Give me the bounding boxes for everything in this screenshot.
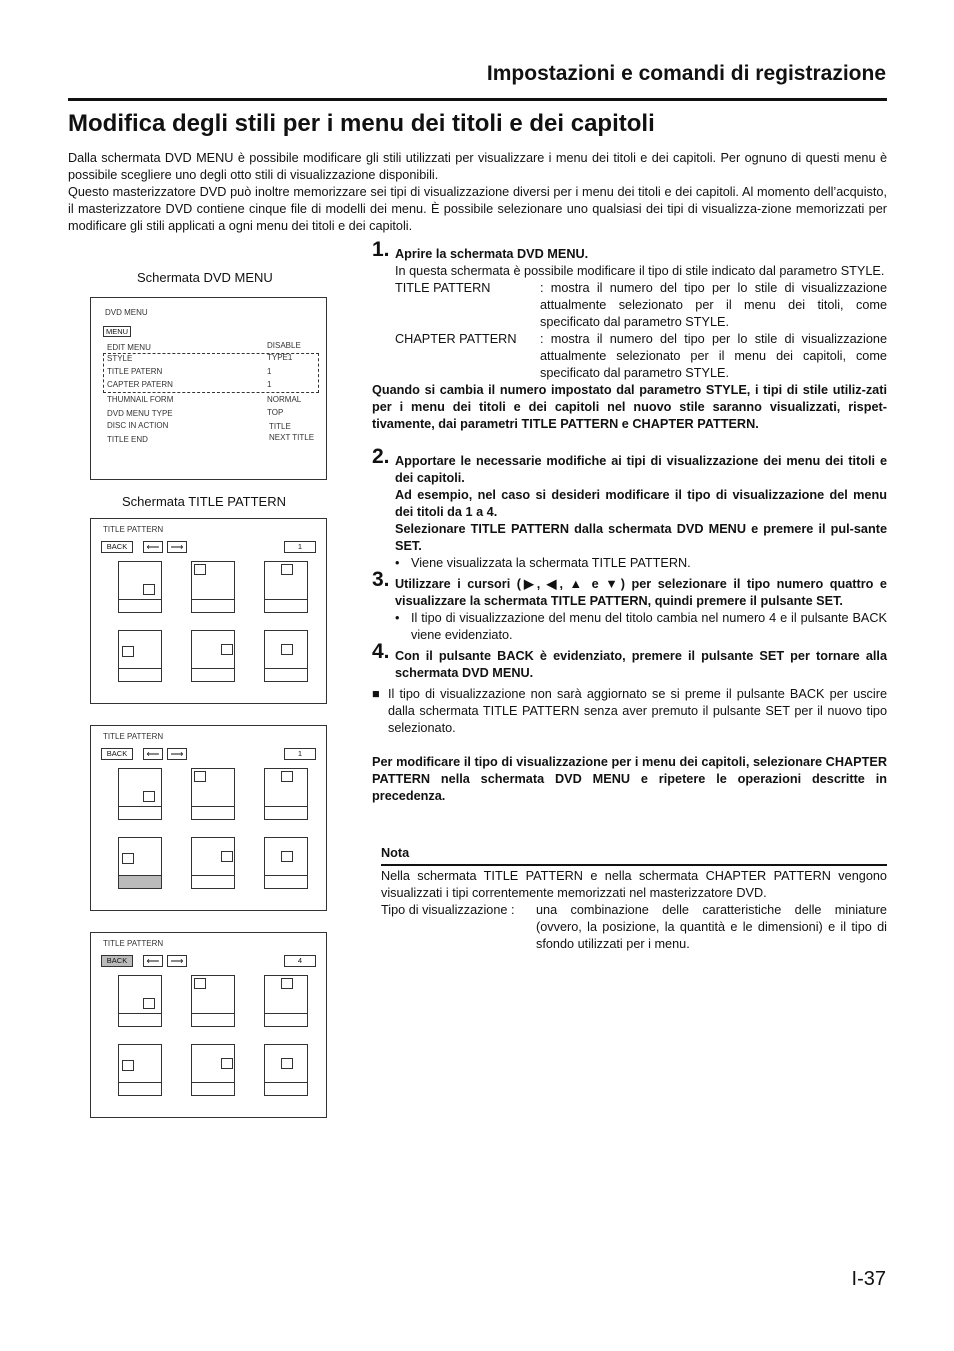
instructions [372, 238, 887, 805]
note-box [381, 845, 887, 953]
page-title: Modifica degli stili per i menu dei titoli e dei capitoli [68, 110, 655, 137]
back-button-highlighted: BACK [101, 955, 133, 967]
pattern-thumbnail [191, 1044, 235, 1096]
title-pattern-screen-1 [90, 518, 327, 704]
pattern-thumbnail [191, 561, 235, 613]
step-heading: Apportare le necessarie modifiche ai tipi di visualizzazione dei menu dei titoli e dei capitoli. [395, 454, 887, 485]
pattern-thumbnail [264, 630, 308, 682]
menu-row-label: EDIT MENU [107, 343, 151, 352]
menu-row-value: NEXT TITLE [269, 433, 315, 442]
menu-row-value: TYPE1 [267, 353, 293, 362]
pattern-thumbnail [264, 837, 308, 889]
definition-chapter-pattern [395, 331, 887, 382]
step-bullet: • Viene visualizzata la schermata TITLE PATTERN. [395, 556, 691, 570]
step-4 [372, 640, 887, 682]
menu-row-value: 1 [267, 380, 272, 389]
definition-desc: : mostra il numero del tipo per lo stile di visualizzazione attualmente selezionato per il menu dei capitoli, come specificato dal parametro STYLE. [540, 332, 887, 380]
step-text: Selezionare TITLE PATTERN dalla schermata DVD MENU e premere il pul-sante SET. [395, 522, 887, 553]
pattern-thumbnail [118, 561, 162, 613]
pattern-thumbnail [264, 975, 308, 1027]
dvd-menu-screen [90, 297, 327, 480]
pattern-thumbnail [191, 837, 235, 889]
section-title: Impostazioni e comandi di registrazione [486, 62, 886, 85]
pattern-thumbnail-selected [118, 837, 162, 889]
definition-title-pattern [395, 280, 887, 331]
pattern-number: 1 [284, 748, 316, 760]
style-bold-note: Quando si cambia il numero impostato dal parametro STYLE, i tipi di stile utiliz-zati per i menu dei titoli e dei capitoli nel nuovo stile saranno visualizzati, rispet-tivamente, dai parametri TITLE PATTERN e CHAPTER PATTERN. [372, 383, 887, 431]
step-heading: Con il pulsante BACK è evidenziato, premere il pulsante SET per tornare alla schermata DVD MENU. [395, 649, 887, 680]
pattern-thumbnail [191, 975, 235, 1027]
menu-row-label: TITLE PATERN [107, 367, 163, 376]
pattern-thumbnail [118, 630, 162, 682]
step-text: Ad esempio, nel caso si desideri modificare il tipo di visualizzazione del menu dei titoli da 1 a 4. [395, 488, 887, 519]
menu-row-label: TITLE END [107, 435, 148, 444]
menu-row-label: DISC IN ACTION [107, 421, 169, 430]
pattern-thumbnail [264, 1044, 308, 1096]
title-pattern-screen-2 [90, 725, 327, 911]
pattern-number: 1 [284, 541, 316, 553]
intro-paragraph: Questo masterizzatore DVD può inoltre memorizzare sei tipi di visualizzazione diversi per i menu dei titoli e dei capitoli. Al momento dell’acquisto, il masterizzatore DVD contiene cinque file di modelli dei menu. È possibile selezionare uno qualsiasi dei tipi di visualizza-zione memorizzati per modificare gli stili applicati a ogni menu dei titoli e dei capitoli. [68, 185, 887, 233]
definition-term: CHAPTER PATTERN [395, 332, 517, 346]
menu-row-value: DISABLE [267, 341, 301, 350]
pattern-thumbnail [264, 768, 308, 820]
title-pattern-caption: Schermata TITLE PATTERN [122, 494, 286, 509]
back-button: BACK [101, 541, 133, 553]
note-definition [381, 902, 887, 953]
note-text: Nella schermata TITLE PATTERN e nella schermata CHAPTER PATTERN vengono visualizzati i tipi correntemente memorizzati nel masterizzatore DVD. [381, 869, 887, 900]
menu-row-value: NORMAL [267, 395, 302, 404]
pattern-thumbnail [118, 1044, 162, 1096]
intro-paragraph: Dalla schermata DVD MENU è possibile modificare gli stili utilizzati per visualizzare i menu dei titoli e dei capitoli. Per ognuno di questi menu è possibile scegliere uno degli otto stili di visualizzazione disponibili. [68, 151, 887, 182]
menu-row-value: TOP [267, 408, 284, 417]
step-text: In questa schermata è possibile modificare il tipo di stile indicato dal parametro STYLE. [395, 264, 885, 278]
step-number: 3. [372, 568, 390, 591]
left-arrow-icon: ⟵ [143, 541, 163, 553]
chapter-bold-note: Per modificare il tipo di visualizzazione per i menu dei capitoli, selezionare CHAPTER PATTERN nella schermata DVD MENU e ripetere le operazioni descritte in precedenza. [372, 755, 887, 803]
step-number: 1. [372, 238, 390, 261]
menu-row-label: STYLE [107, 354, 133, 363]
step-heading: Utilizzare i cursori (▶, ◀, ▲ e ▼) per selezionare il tipo numero quattro e visualizzare la schermata TITLE PATTERN, quindi premere il pulsante SET. [395, 577, 887, 608]
header-rule [68, 98, 887, 101]
square-note: ■ Il tipo di visualizzazione non sarà aggiornato se si preme il pulsante BACK per uscire dalla schermata TITLE PATTERN senza aver premuto il pulsante SET per il nuovo tipo selezionato. [372, 687, 887, 735]
step-bullet: • Il tipo di visualizzazione del menu del titolo cambia nel numero 4 e il pulsante BACK viene evidenziato. [395, 611, 887, 642]
left-arrow-icon: ⟵ [143, 955, 163, 967]
step-number: 2. [372, 445, 390, 468]
pattern-thumbnail [191, 630, 235, 682]
definition-term: Tipo di visualizzazione : [381, 903, 515, 917]
pattern-thumbnail [264, 561, 308, 613]
title-pattern-heading: TITLE PATTERN [103, 939, 164, 948]
pattern-thumbnail [118, 768, 162, 820]
dvd-menu-screen-title: DVD MENU [105, 308, 148, 317]
menu-tag: MENU [103, 326, 131, 337]
menu-row-label: THUMNAIL FORM [107, 395, 174, 404]
step-heading: Aprire la schermata DVD MENU. [395, 247, 589, 261]
pattern-thumbnail [118, 975, 162, 1027]
back-button: BACK [101, 748, 133, 760]
note-heading: Nota [381, 845, 887, 866]
page-number: I-37 [851, 1268, 886, 1290]
left-arrow-icon: ⟵ [143, 748, 163, 760]
right-arrow-icon: ⟶ [167, 955, 187, 967]
title-pattern-screen-3 [90, 932, 327, 1118]
menu-row-value: TITLE [269, 422, 291, 431]
step-1 [372, 238, 887, 382]
step-2 [372, 445, 887, 572]
intro-text [68, 150, 887, 235]
step-3 [372, 568, 887, 644]
definition-desc: una combinazione delle caratteristiche delle miniature (ovvero, la posizione, la quantità e le dimensioni) e il tipo di sfondo utilizzati per i menu. [536, 903, 887, 951]
step-number: 4. [372, 640, 390, 663]
definition-term: TITLE PATTERN [395, 281, 491, 295]
title-pattern-heading: TITLE PATTERN [103, 525, 164, 534]
definition-desc: : mostra il numero del tipo per lo stile di visualizzazione attualmente selezionato per il menu dei titoli, come specificato dal parametro STYLE. [540, 281, 887, 329]
pattern-thumbnail [191, 768, 235, 820]
dvd-menu-caption: Schermata DVD MENU [137, 270, 273, 285]
menu-row-label: DVD MENU TYPE [107, 409, 173, 418]
menu-row-label: CAPTER PATERN [107, 380, 173, 389]
menu-row-value: 1 [267, 367, 272, 376]
right-arrow-icon: ⟶ [167, 541, 187, 553]
pattern-number: 4 [284, 955, 316, 967]
right-arrow-icon: ⟶ [167, 748, 187, 760]
title-pattern-heading: TITLE PATTERN [103, 732, 164, 741]
